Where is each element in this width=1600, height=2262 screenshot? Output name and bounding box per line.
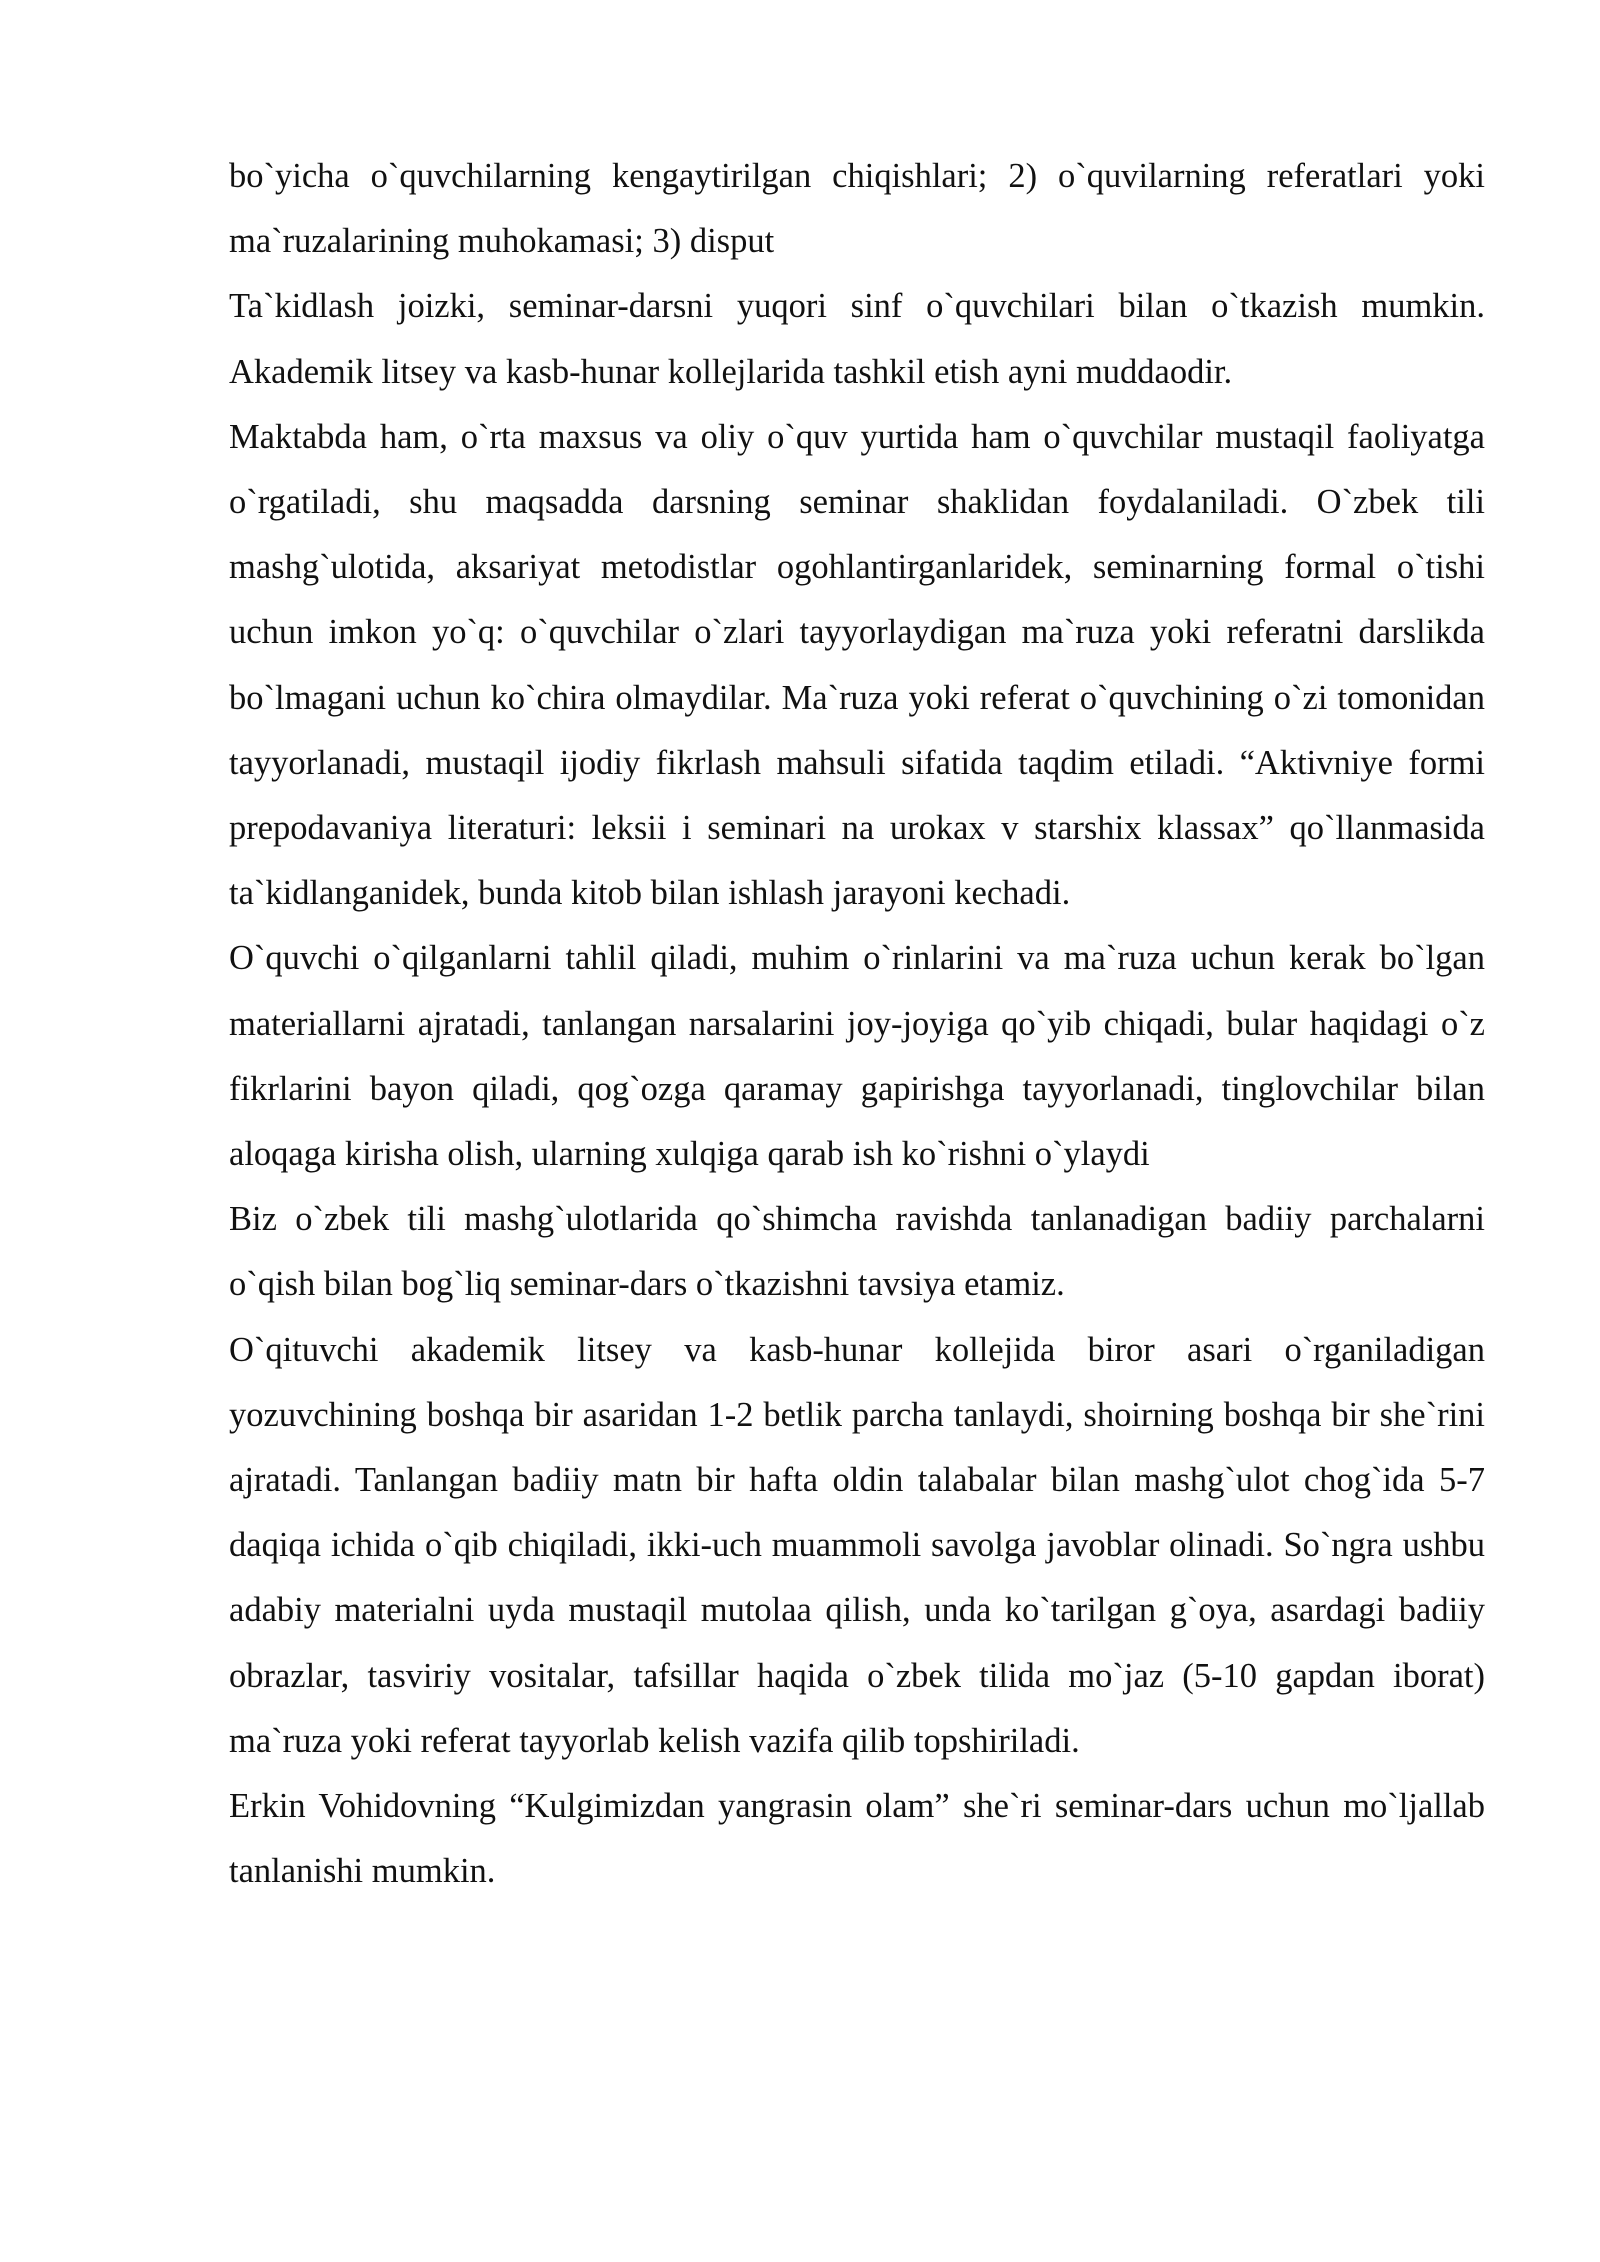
paragraph-1: bo`yicha o`quvchilarning kengaytirilgan chiqishlari; 2) o`quvilarning referatlari yoki ma`ruzalarining muhokamasi; 3) disput bbox=[229, 157, 1485, 261]
paragraph-2: Ta`kidlash joizki, seminar-darsni yuqori sinf o`quvchilari bilan o`tkazish mumkin. Akademik litsey va kasb-hunar kollejlarida tashkil etish ayni muddaodir. bbox=[229, 287, 1485, 391]
document-body bbox=[229, 144, 1485, 1904]
paragraph-4: O`quvchi o`qilganlarni tahlil qiladi, muhim o`rinlarini va ma`ruza uchun kerak bo`lgan materiallarni ajratadi, tanlangan narsalarini joy-joyiga qo`yib chiqadi, bular haqidagi o`z fikrlarini bayon qiladi, qog`ozga qaramay gapirishga tayyorlanadi, tinglovchilar bilan aloqaga kirisha olish, ularning xulqiga qarab ish ko`rishni o`ylaydi bbox=[229, 939, 1485, 1174]
paragraph-7: Erkin Vohidovning “Kulgimizdan yangrasin olam” she`ri seminar-dars uchun mo`ljallab tanlanishi mumkin. bbox=[229, 1787, 1485, 1891]
paragraph-3: Maktabda ham, o`rta maxsus va oliy o`quv yurtida ham o`quvchilar mustaqil faoliyatga o`rgatiladi, shu maqsadda darsning seminar shaklidan foydalaniladi. O`zbek tili mashg`ulotida, aksariyat metodistlar ogohlantirganlaridek, seminarning formal o`tishi uchun imkon yo`q: o`quvchilar o`zlari tayyorlaydigan ma`ruza yoki referatni darslikda bo`lmagani uchun ko`chira olmaydilar. Ma`ruza yoki referat o`quvchining o`zi tomonidan tayyorlanadi, mustaqil ijodiy fikrlash mahsuli sifatida taqdim etiladi. “Aktivniye formi prepodavaniya literaturi: leksii i seminari na urokax v starshix klassax” qo`llanmasida ta`kidlanganidek, bunda kitob bilan ishlash jarayoni kechadi. bbox=[229, 417, 1485, 913]
paragraph-5: Biz o`zbek tili mashg`ulotlarida qo`shimcha ravishda tanlanadigan badiiy parchalarni o`qish bilan bog`liq seminar-dars o`tkazishni tavsiya etamiz. bbox=[229, 1200, 1485, 1304]
paragraph-6: O`qituvchi akademik litsey va kasb-hunar kollejida biror asari o`rganiladigan yozuvchining boshqa bir asaridan 1-2 betlik parcha tanlaydi, shoirning boshqa bir she`rini ajratadi. Tanlangan badiiy matn bir hafta oldin talabalar bilan mashg`ulot chog`ida 5-7 daqiqa ichida o`qib chiqiladi, ikki-uch muammoli savolga javoblar olinadi. So`ngra ushbu adabiy materialni uyda mustaqil mutolaa qilish, unda ko`tarilgan g`oya, asardagi badiiy obrazlar, tasviriy vositalar, tafsillar haqida o`zbek tilida mo`jaz (5-10 gapdan iborat) ma`ruza yoki referat tayyorlab kelish vazifa qilib topshiriladi. bbox=[229, 1330, 1485, 1760]
